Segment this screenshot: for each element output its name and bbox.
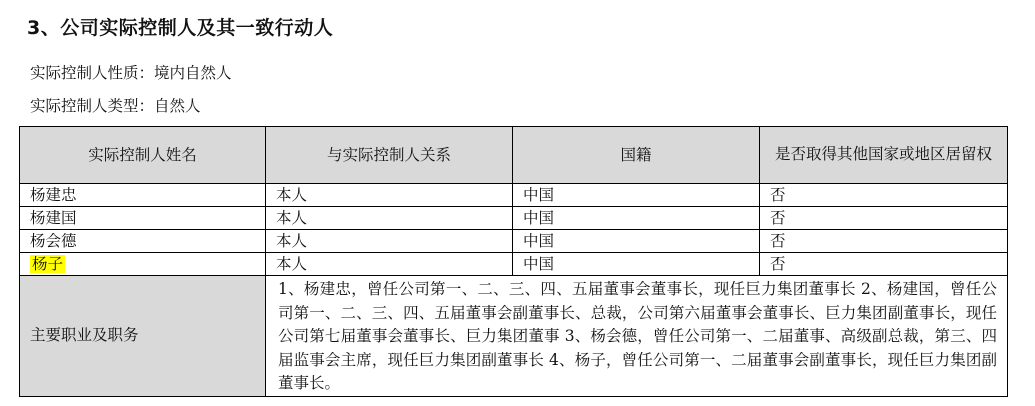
cell-name: 杨会德 <box>20 230 266 253</box>
cell-residency: 否 <box>760 253 1008 276</box>
cell-relation: 本人 <box>266 230 513 253</box>
header-name: 实际控制人姓名 <box>20 127 266 184</box>
controller-nature: 实际控制人性质：境内自然人 <box>30 64 232 82</box>
highlighted-name: 杨子 <box>32 254 64 273</box>
cell-nationality: 中国 <box>513 207 760 230</box>
duty-text: 1、杨建忠，曾任公司第一、二、三、四、五届董事会董事长，现任巨力集团董事长 2、杨建国，曾任公司第一、二、三、四、五届董事会副董事长、总裁，公司第六届董事会董事长、巨力集团副董事长，现任公司第七届董事会董事长、巨力集团董事 3、杨会德，曾任公司第一、二届董事、高级副总裁，第三、四届监事会主席，现任巨力集团副董事长 4、杨子，曾任公司第一、二届董事会副董事长，现任巨力集团副董事长。 <box>266 276 1008 397</box>
controller-table <box>19 126 1008 397</box>
duty-label: 主要职业及职务 <box>20 276 266 397</box>
cell-name: 杨建国 <box>20 207 266 230</box>
cell-relation: 本人 <box>266 253 513 276</box>
header-nationality: 国籍 <box>513 127 760 184</box>
cell-residency: 否 <box>760 230 1008 253</box>
table-row <box>20 207 1008 230</box>
header-residency: 是否取得其他国家或地区居留权 <box>760 127 1008 184</box>
cell-nationality: 中国 <box>513 184 760 207</box>
header-relation: 与实际控制人关系 <box>266 127 513 184</box>
cell-nationality: 中国 <box>513 230 760 253</box>
cell-relation: 本人 <box>266 184 513 207</box>
table-row <box>20 184 1008 207</box>
cell-nationality: 中国 <box>513 253 760 276</box>
table-row <box>20 230 1008 253</box>
cell-name <box>20 253 266 276</box>
table-row <box>20 253 1008 276</box>
section-heading: 3、公司实际控制人及其一致行动人 <box>27 17 334 39</box>
duty-row <box>20 276 1008 397</box>
controller-type: 实际控制人类型：自然人 <box>30 97 201 115</box>
cell-name: 杨建忠 <box>20 184 266 207</box>
cell-residency: 否 <box>760 207 1008 230</box>
cell-residency: 否 <box>760 184 1008 207</box>
table-header-row <box>20 127 1008 184</box>
cell-relation: 本人 <box>266 207 513 230</box>
